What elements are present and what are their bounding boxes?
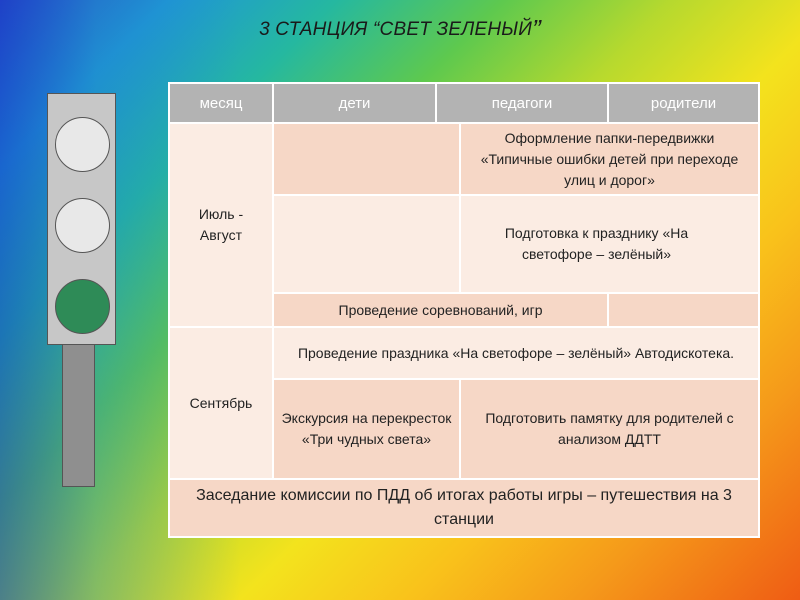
title-close-quote: ” [532, 14, 541, 44]
page-title [0, 14, 800, 45]
header-parents: родители [608, 83, 759, 123]
cell-empty [608, 293, 759, 327]
title-text: 3 СТАНЦИЯ “СВЕТ ЗЕЛЕНЫЙ [259, 19, 533, 40]
month-cell-july-august [169, 123, 273, 327]
table-row [169, 123, 759, 195]
table-header-row [169, 83, 759, 123]
cell-teachers-prep: Подготовка к празднику «На светофоре – зелёный» [460, 195, 759, 293]
traffic-light-top-lamp [55, 117, 110, 172]
schedule-table [168, 82, 760, 538]
month-label: Июль - Август [198, 206, 244, 243]
traffic-light-pole [62, 344, 95, 487]
header-month: месяц [169, 83, 273, 123]
traffic-light-body [47, 93, 116, 345]
cell-teachers-folder: Оформление папки-передвижки «Типичные ошибки детей при переходе улиц и дорог» [460, 123, 759, 195]
header-children: дети [273, 83, 436, 123]
traffic-light-green-lamp [55, 279, 110, 334]
table-row [169, 327, 759, 379]
cell-competitions: Проведение соревнований, игр [273, 293, 608, 327]
cell-empty [273, 123, 460, 195]
month-label: Сентябрь [189, 394, 253, 411]
cell-empty [273, 195, 460, 293]
header-teachers: педагоги [436, 83, 608, 123]
traffic-light-middle-lamp [55, 198, 110, 253]
cell-final-meeting: Заседание комиссии по ПДД об итогах работы игры – путешествия на 3 станции [169, 479, 759, 537]
table-row [169, 479, 759, 537]
cell-holiday: Проведение праздника «На светофоре – зелёный» Автодискотека. [273, 327, 759, 379]
month-cell-september [169, 327, 273, 479]
cell-excursion: Экскурсия на перекресток «Три чудных света» [273, 379, 460, 479]
cell-parents-memo: Подготовить памятку для родителей с анализом ДДТТ [460, 379, 759, 479]
